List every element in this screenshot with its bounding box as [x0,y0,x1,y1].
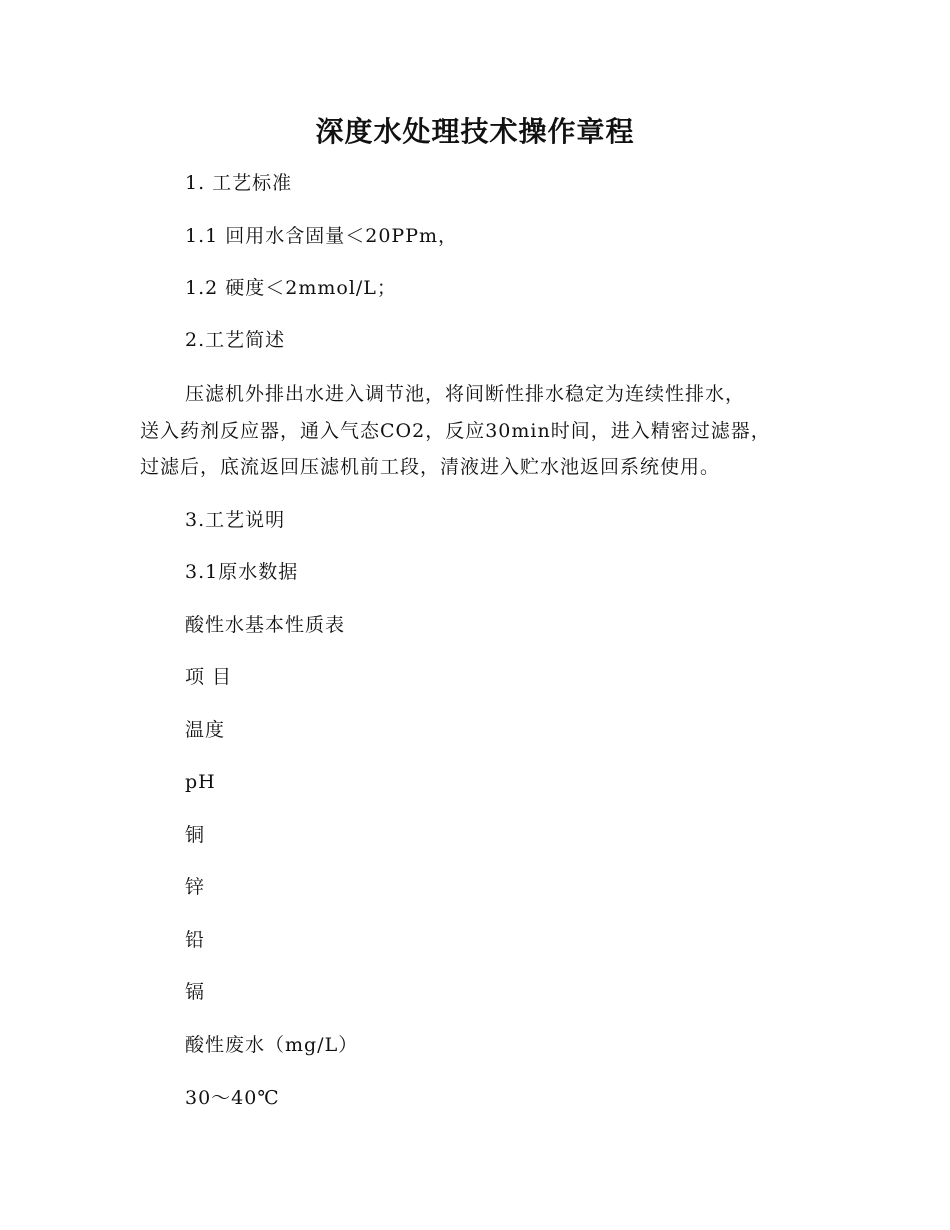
table-item-cadmium: 镉 [185,981,206,1003]
table-title: 酸性水基本性质表 [185,614,346,636]
subsection-heading-raw-water-data: 3.1原水数据 [185,561,299,583]
table-item-copper: 铜 [185,824,206,846]
standard-item-hardness: 1.2 硬度＜2mmol/L； [185,277,397,299]
section-heading-process-overview: 2.工艺简述 [185,329,286,351]
section-heading-process-notes: 3.工艺说明 [185,509,286,531]
paragraph-line: 送入药剂反应器，通入气态CO2，反应30min时间，进入精密过滤器， [140,419,771,442]
standard-item-solid-content: 1.1 回用水含固量＜20PPm， [185,225,459,247]
document-title: 深度水处理技术操作章程 [315,115,635,148]
table-item-temperature: 温度 [185,719,226,741]
table-item-lead: 铅 [185,929,206,951]
table-item-zinc: 锌 [185,876,206,898]
section-heading-process-standard: 1. 工艺标准 [185,172,293,194]
process-description-paragraph [140,376,805,486]
table-item-label: 项 目 [185,666,233,688]
paragraph-line: 过滤后，底流返回压滤机前工段，清液进入贮水池返回系统使用。 [140,456,721,478]
table-column-header: 酸性废水（mg/L） [185,1034,359,1056]
table-item-ph: pH [185,771,216,793]
paragraph-line: 压滤机外排出水进入调节池，将间断性排水稳定为连续性排水， [185,383,746,405]
table-value-temperature: 30～40℃ [185,1087,280,1109]
